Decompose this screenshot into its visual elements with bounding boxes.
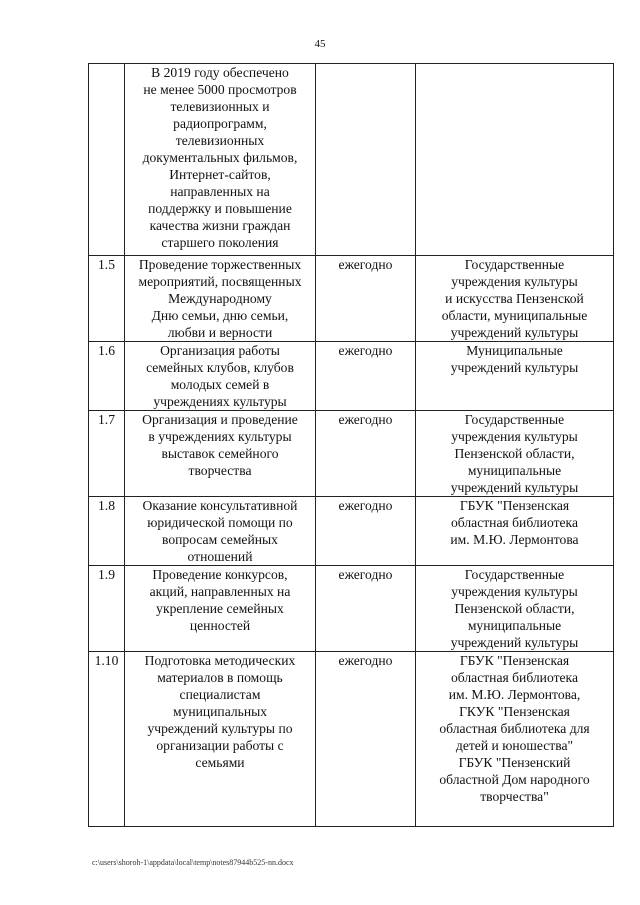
table-row (89, 342, 614, 411)
executor-cell: Государственные учреждения культуры Пензенской области, муниципальные учреждений культуры (416, 566, 614, 652)
table-row (89, 256, 614, 342)
table-row (89, 566, 614, 652)
executor-cell: ГБУК "Пензенская областная библиотека им. М.Ю. Лермонтова, ГКУК "Пензенская областная библиотека для детей и юношества" ГБУК "Пензенский областной Дом народного творчества" (416, 652, 614, 827)
table-row (89, 64, 614, 256)
row-number-cell: 1.5 (89, 256, 125, 342)
action-cell: Организация и проведение в учреждениях культуры выставок семейного творчества (125, 411, 316, 497)
row-number-cell: 1.8 (89, 497, 125, 566)
row-number-cell: 1.6 (89, 342, 125, 411)
term-cell: ежегодно (316, 652, 416, 827)
row-number-cell (89, 64, 125, 256)
executor-cell: Государственные учреждения культуры и искусства Пензенской области, муниципальные учреждений культуры (416, 256, 614, 342)
row-number-cell: 1.9 (89, 566, 125, 652)
action-cell: Проведение торжественных мероприятий, посвященных Международному Дню семьи, дню семьи, любви и верности (125, 256, 316, 342)
executor-cell: ГБУК "Пензенская областная библиотека им. М.Ю. Лермонтова (416, 497, 614, 566)
executor-cell: Муниципальные учреждений культуры (416, 342, 614, 411)
row-number-cell: 1.7 (89, 411, 125, 497)
table-row (89, 652, 614, 827)
action-cell: Оказание консультативной юридической помощи по вопросам семейных отношений (125, 497, 316, 566)
action-cell: Организация работы семейных клубов, клубов молодых семей в учреждениях культуры (125, 342, 316, 411)
term-cell (316, 64, 416, 256)
term-cell: ежегодно (316, 342, 416, 411)
table-row (89, 497, 614, 566)
plan-table (88, 63, 614, 827)
term-cell: ежегодно (316, 566, 416, 652)
executor-cell: Государственные учреждения культуры Пензенской области, муниципальные учреждений культуры (416, 411, 614, 497)
action-cell: Подготовка методических материалов в помощь специалистам муниципальных учреждений культуры по организации работы с семьями (125, 652, 316, 827)
row-number-cell: 1.10 (89, 652, 125, 827)
action-cell: В 2019 году обеспечено не менее 5000 просмотров телевизионных и радиопрограмм, телевизионных документальных фильмов, Интернет-сайтов, направленных на поддержку и повышение качества жизни граждан старшего поколения (125, 64, 316, 256)
term-cell: ежегодно (316, 497, 416, 566)
action-cell: Проведение конкурсов, акций, направленных на укрепление семейных ценностей (125, 566, 316, 652)
footer-file-path: c:\users\shoroh-1\appdata\local\temp\notes87944b525-nn.docx (92, 858, 294, 867)
table-row (89, 411, 614, 497)
term-cell: ежегодно (316, 411, 416, 497)
executor-cell (416, 64, 614, 256)
term-cell: ежегодно (316, 256, 416, 342)
page-number: 45 (314, 38, 326, 50)
